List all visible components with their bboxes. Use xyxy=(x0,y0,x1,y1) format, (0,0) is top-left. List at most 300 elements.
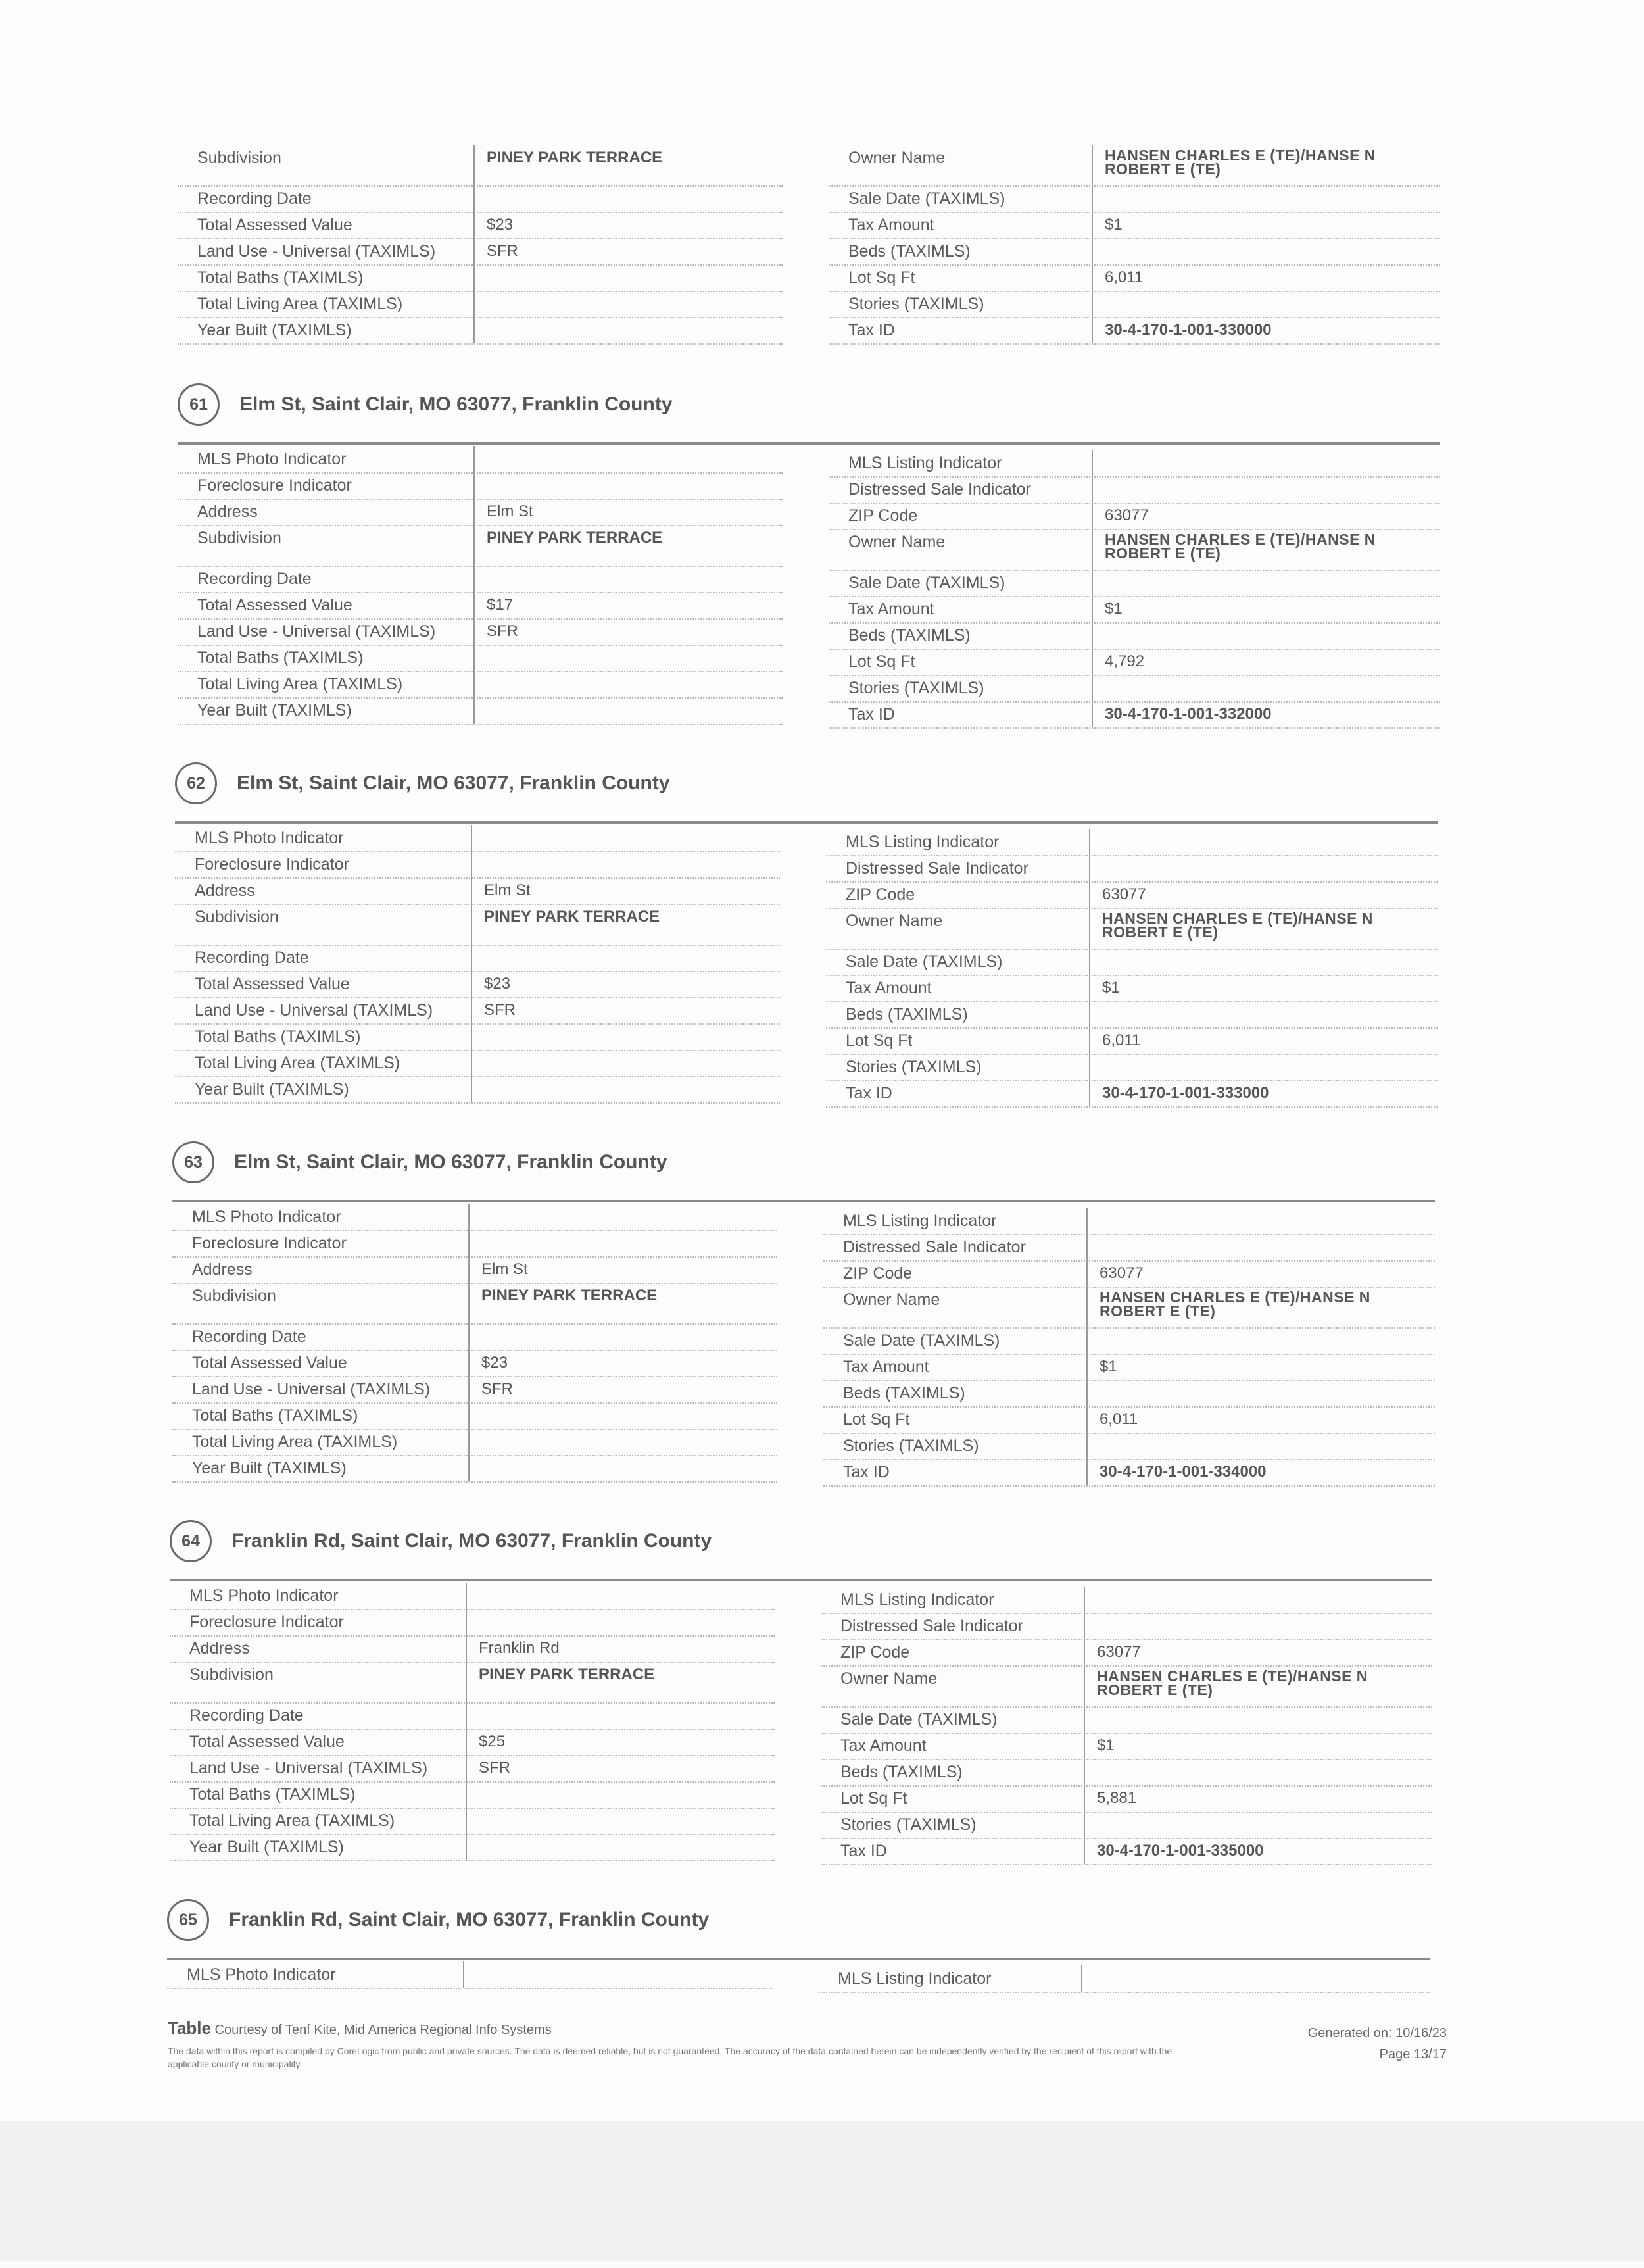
column-divider xyxy=(1086,1208,1088,1234)
field-row xyxy=(821,1785,1432,1813)
field-row xyxy=(178,185,783,213)
column-divider xyxy=(1092,570,1093,596)
field-label: Sale Date (TAXIMLS) xyxy=(848,189,1005,208)
record-divider xyxy=(175,821,1438,824)
field-label: Beds (TAXIMLS) xyxy=(848,626,971,645)
field-row xyxy=(823,1208,1435,1235)
field-label: Foreclosure Indicator xyxy=(189,1613,344,1631)
field-row xyxy=(175,1050,780,1077)
field-label: Tax Amount xyxy=(840,1737,927,1755)
field-value: Elm St xyxy=(484,881,531,899)
column-divider xyxy=(1089,1027,1090,1054)
field-value: PINEY PARK TERRACE xyxy=(479,1665,655,1683)
column-divider xyxy=(1089,975,1090,1001)
field-value: 4,792 xyxy=(1105,653,1145,670)
record-number-badge: 65 xyxy=(167,1899,209,1941)
field-row xyxy=(172,1402,777,1430)
footer-disclaimer: The data within this report is compiled by CoreLogic from public and private sources. The data is deemed reliable, but is not guaranteed. The accuracy of the data contained herein can be independently verified by the recipient of this report with the applicable county or municipality. xyxy=(168,2046,1173,2069)
field-value: 63077 xyxy=(1105,506,1149,524)
field-row xyxy=(829,238,1440,266)
column-divider xyxy=(1089,1054,1090,1080)
field-label: Foreclosure Indicator xyxy=(192,1234,347,1252)
field-row xyxy=(826,855,1438,883)
field-label: Year Built (TAXIMLS) xyxy=(197,321,352,339)
field-row xyxy=(172,1429,777,1456)
field-label: Stories (TAXIMLS) xyxy=(848,295,984,313)
column-divider xyxy=(473,645,475,671)
field-label: Owner Name xyxy=(848,533,946,551)
field-row xyxy=(826,949,1438,976)
field-label: Owner Name xyxy=(843,1291,940,1309)
field-label: Sale Date (TAXIMLS) xyxy=(846,952,1003,971)
column-divider xyxy=(1084,1733,1085,1759)
field-label: Total Baths (TAXIMLS) xyxy=(197,268,364,287)
field-row xyxy=(178,446,783,474)
field-row xyxy=(823,1287,1435,1329)
column-divider xyxy=(1086,1380,1088,1406)
column-divider xyxy=(1084,1639,1085,1665)
field-row xyxy=(175,825,780,852)
field-value: $1 xyxy=(1102,979,1120,997)
field-row xyxy=(829,649,1440,676)
column-divider xyxy=(1092,675,1093,701)
right-column xyxy=(823,1208,1435,1510)
field-label: Subdivision xyxy=(197,149,281,167)
field-row xyxy=(178,671,783,699)
column-divider xyxy=(466,1609,467,1635)
field-value: $1 xyxy=(1097,1737,1115,1754)
field-value: SFR xyxy=(484,1001,516,1019)
record-address-title: Elm St, Saint Clair, MO 63077, Franklin County xyxy=(234,1151,667,1173)
record-fields xyxy=(167,1961,1430,2264)
column-divider xyxy=(471,851,472,877)
column-divider xyxy=(1092,476,1093,503)
column-divider xyxy=(471,1076,472,1102)
column-divider xyxy=(1086,1287,1088,1327)
column-divider xyxy=(466,1662,467,1702)
field-row xyxy=(178,238,783,266)
field-label: Recording Date xyxy=(197,570,312,588)
field-value: PINEY PARK TERRACE xyxy=(484,908,660,925)
field-row xyxy=(170,1729,775,1756)
field-label: Recording Date xyxy=(197,189,312,208)
field-label: Beds (TAXIMLS) xyxy=(848,242,971,260)
field-label: Lot Sq Ft xyxy=(848,268,915,287)
column-divider xyxy=(1084,1587,1085,1613)
column-divider xyxy=(1084,1665,1085,1706)
record-fields xyxy=(175,825,1438,1127)
field-label: Owner Name xyxy=(840,1669,938,1688)
field-row xyxy=(170,1662,775,1704)
field-value: $23 xyxy=(484,975,511,993)
field-value: HANSEN CHARLES E (TE)/HANSE N ROBERT E (TE) xyxy=(1097,1667,1368,1698)
column-divider xyxy=(1092,529,1093,570)
field-row xyxy=(826,1054,1438,1081)
column-divider xyxy=(466,1834,467,1860)
field-label: Distressed Sale Indicator xyxy=(840,1617,1023,1635)
field-label: Address xyxy=(195,881,255,900)
field-row xyxy=(829,675,1440,703)
field-row xyxy=(826,908,1438,950)
field-row xyxy=(829,622,1440,650)
field-value: Elm St xyxy=(487,503,533,520)
field-label: Total Living Area (TAXIMLS) xyxy=(197,675,403,693)
column-divider xyxy=(1089,855,1090,881)
column-divider xyxy=(463,1961,464,1988)
field-row xyxy=(821,1759,1432,1787)
right-column xyxy=(826,829,1438,1131)
column-divider xyxy=(1089,949,1090,975)
field-label: Land Use - Universal (TAXIMLS) xyxy=(197,242,436,260)
field-row xyxy=(821,1665,1432,1708)
field-row xyxy=(178,317,783,345)
field-label: Year Built (TAXIMLS) xyxy=(195,1080,349,1098)
field-row xyxy=(821,1812,1432,1839)
column-divider xyxy=(473,185,475,212)
column-divider xyxy=(471,904,472,945)
field-label: Stories (TAXIMLS) xyxy=(840,1815,977,1834)
column-divider xyxy=(1092,622,1093,649)
field-row xyxy=(178,525,783,567)
field-label: Total Assessed Value xyxy=(197,596,352,614)
field-value: HANSEN CHARLES E (TE)/HANSE N ROBERT E (TE) xyxy=(1102,910,1373,941)
field-label: Year Built (TAXIMLS) xyxy=(189,1838,344,1856)
field-row xyxy=(823,1327,1435,1355)
field-row xyxy=(829,450,1440,478)
column-divider xyxy=(471,1050,472,1076)
field-label: Tax Amount xyxy=(848,600,934,618)
field-row xyxy=(829,145,1440,187)
field-value: $23 xyxy=(481,1354,508,1371)
column-divider xyxy=(471,1023,472,1050)
field-row xyxy=(170,1808,775,1835)
field-value: $23 xyxy=(487,216,514,234)
field-label: ZIP Code xyxy=(848,506,918,525)
field-label: Subdivision xyxy=(192,1287,276,1305)
record-continued xyxy=(178,145,1440,355)
field-value: SFR xyxy=(487,242,518,260)
field-value: SFR xyxy=(481,1380,513,1398)
field-label: Total Assessed Value xyxy=(189,1733,345,1751)
column-divider xyxy=(1089,1001,1090,1027)
field-row xyxy=(172,1283,777,1325)
field-label: Sale Date (TAXIMLS) xyxy=(848,574,1005,592)
column-divider xyxy=(473,264,475,291)
column-divider xyxy=(1089,908,1090,949)
field-label: MLS Listing Indicator xyxy=(840,1590,994,1609)
column-divider xyxy=(468,1402,470,1429)
record-address-title: Elm St, Saint Clair, MO 63077, Franklin County xyxy=(237,772,670,794)
field-value: HANSEN CHARLES E (TE)/HANSE N ROBERT E (TE) xyxy=(1100,1289,1370,1319)
record-divider xyxy=(170,1579,1432,1581)
column-divider xyxy=(468,1230,470,1256)
record-address-title: Elm St, Saint Clair, MO 63077, Franklin County xyxy=(239,393,673,415)
column-divider xyxy=(468,1350,470,1376)
field-row xyxy=(829,291,1440,318)
field-label: Lot Sq Ft xyxy=(843,1410,910,1429)
field-row xyxy=(818,1965,1430,1993)
field-row xyxy=(170,1702,775,1730)
field-value: 5,881 xyxy=(1097,1789,1137,1807)
field-row xyxy=(826,1001,1438,1029)
field-value: PINEY PARK TERRACE xyxy=(487,149,663,166)
field-row xyxy=(823,1433,1435,1460)
column-divider xyxy=(466,1729,467,1755)
field-row xyxy=(175,904,780,946)
field-label: ZIP Code xyxy=(846,885,915,904)
column-divider xyxy=(1086,1327,1088,1354)
left-column xyxy=(172,1204,777,1506)
left-column xyxy=(178,145,783,355)
field-row xyxy=(821,1838,1432,1865)
field-label: Land Use - Universal (TAXIMLS) xyxy=(195,1001,433,1020)
field-label: Foreclosure Indicator xyxy=(197,476,352,495)
field-value: $1 xyxy=(1100,1358,1117,1375)
column-divider xyxy=(466,1808,467,1834)
column-divider xyxy=(1086,1260,1088,1287)
field-row xyxy=(172,1350,777,1377)
field-row xyxy=(826,881,1438,909)
field-row xyxy=(829,264,1440,292)
field-label: Tax ID xyxy=(848,705,895,724)
field-row xyxy=(823,1459,1435,1487)
right-column xyxy=(821,1587,1432,1889)
record-header xyxy=(167,1897,709,1943)
field-row xyxy=(172,1376,777,1404)
field-row xyxy=(172,1256,777,1284)
field-value: PINEY PARK TERRACE xyxy=(487,529,663,547)
column-divider xyxy=(1089,881,1090,908)
field-value: 30-4-170-1-001-332000 xyxy=(1105,705,1272,723)
field-value: 63077 xyxy=(1102,885,1146,903)
column-divider xyxy=(1092,450,1093,476)
column-divider xyxy=(468,1429,470,1455)
record-divider xyxy=(172,1200,1435,1202)
field-label: Distressed Sale Indicator xyxy=(846,859,1028,877)
field-value: 30-4-170-1-001-334000 xyxy=(1100,1463,1267,1481)
column-divider xyxy=(1086,1459,1088,1485)
left-column xyxy=(175,825,780,1127)
left-column xyxy=(178,446,783,749)
field-label: Owner Name xyxy=(846,912,943,930)
field-label: Owner Name xyxy=(848,149,946,167)
column-divider xyxy=(468,1283,470,1323)
field-row xyxy=(178,264,783,292)
field-value: Franklin Rd xyxy=(479,1639,560,1657)
field-label: Total Baths (TAXIMLS) xyxy=(197,649,364,667)
column-divider xyxy=(1089,1080,1090,1106)
field-label: ZIP Code xyxy=(840,1643,910,1662)
field-label: MLS Photo Indicator xyxy=(189,1587,339,1605)
left-column xyxy=(170,1583,775,1885)
field-row xyxy=(178,645,783,672)
field-row xyxy=(178,499,783,526)
column-divider xyxy=(473,499,475,525)
record-number-badge: 63 xyxy=(172,1141,214,1183)
column-divider xyxy=(473,317,475,343)
field-row xyxy=(170,1609,775,1637)
column-divider xyxy=(1092,596,1093,622)
field-label: Tax ID xyxy=(848,321,895,339)
column-divider xyxy=(1092,701,1093,727)
field-row xyxy=(829,317,1440,345)
field-label: Subdivision xyxy=(197,529,281,547)
field-label: Tax ID xyxy=(843,1463,890,1481)
field-row xyxy=(172,1204,777,1231)
column-divider xyxy=(1092,264,1093,291)
field-row xyxy=(823,1380,1435,1408)
field-label: Stories (TAXIMLS) xyxy=(846,1058,982,1076)
field-label: Distressed Sale Indicator xyxy=(848,480,1031,499)
field-row xyxy=(826,1027,1438,1055)
field-label: Total Assessed Value xyxy=(195,975,350,993)
field-row xyxy=(178,291,783,318)
field-row xyxy=(172,1230,777,1258)
field-label: ZIP Code xyxy=(843,1264,913,1283)
field-row xyxy=(829,596,1440,624)
field-label: Land Use - Universal (TAXIMLS) xyxy=(189,1759,428,1777)
record-address-title: Franklin Rd, Saint Clair, MO 63077, Franklin County xyxy=(229,1909,710,1931)
field-label: MLS Photo Indicator xyxy=(195,829,344,847)
field-label: Land Use - Universal (TAXIMLS) xyxy=(192,1380,431,1398)
field-value: SFR xyxy=(479,1759,510,1777)
field-row xyxy=(178,697,783,725)
field-row xyxy=(170,1635,775,1663)
record-header xyxy=(172,1139,667,1185)
field-row xyxy=(178,592,783,620)
field-value: 63077 xyxy=(1100,1264,1144,1282)
field-value: 30-4-170-1-001-333000 xyxy=(1102,1084,1269,1102)
field-label: Tax Amount xyxy=(848,216,934,234)
column-divider xyxy=(1084,1706,1085,1733)
field-row xyxy=(829,570,1440,597)
field-row xyxy=(823,1406,1435,1434)
field-label: Recording Date xyxy=(195,949,309,967)
field-label: Total Living Area (TAXIMLS) xyxy=(192,1433,398,1451)
field-label: Address xyxy=(197,503,258,521)
field-row xyxy=(170,1755,775,1783)
field-row xyxy=(172,1323,777,1351)
field-label: MLS Photo Indicator xyxy=(192,1208,341,1226)
left-column xyxy=(167,1961,772,2264)
field-value: HANSEN CHARLES E (TE)/HANSE N ROBERT E (TE) xyxy=(1105,147,1376,178)
field-label: Lot Sq Ft xyxy=(840,1789,907,1808)
field-label: Address xyxy=(192,1260,253,1279)
field-row xyxy=(829,701,1440,729)
field-row xyxy=(178,145,783,187)
record-divider xyxy=(167,1958,1430,1960)
field-row xyxy=(175,997,780,1025)
field-label: Land Use - Universal (TAXIMLS) xyxy=(197,622,436,641)
field-label: Tax ID xyxy=(840,1842,887,1860)
field-value: 63077 xyxy=(1097,1643,1141,1661)
column-divider xyxy=(1084,1785,1085,1812)
record-fields xyxy=(172,1204,1435,1506)
column-divider xyxy=(466,1755,467,1781)
field-row xyxy=(829,529,1440,571)
field-label: Tax Amount xyxy=(846,979,932,997)
record-fields xyxy=(170,1583,1432,1885)
field-value: 6,011 xyxy=(1100,1410,1138,1428)
field-row xyxy=(175,851,780,879)
column-divider xyxy=(1084,1812,1085,1838)
field-row xyxy=(829,185,1440,213)
column-divider xyxy=(473,618,475,645)
table-word: Table xyxy=(168,2018,211,2038)
field-row xyxy=(823,1260,1435,1288)
field-label: Beds (TAXIMLS) xyxy=(840,1763,963,1781)
record-header xyxy=(170,1518,712,1564)
field-row xyxy=(821,1639,1432,1667)
column-divider xyxy=(1084,1613,1085,1639)
field-value: 6,011 xyxy=(1102,1031,1141,1049)
field-label: Subdivision xyxy=(189,1665,274,1684)
field-row xyxy=(175,877,780,905)
column-divider xyxy=(466,1781,467,1808)
field-row xyxy=(167,1961,772,1989)
field-row xyxy=(821,1587,1432,1614)
field-label: Year Built (TAXIMLS) xyxy=(197,701,352,720)
field-value: $1 xyxy=(1105,600,1123,618)
column-divider xyxy=(473,525,475,566)
field-label: Lot Sq Ft xyxy=(846,1031,913,1050)
field-value: PINEY PARK TERRACE xyxy=(481,1287,658,1304)
column-divider xyxy=(1089,829,1090,855)
column-divider xyxy=(1092,649,1093,675)
record-header xyxy=(178,382,673,428)
field-value: HANSEN CHARLES E (TE)/HANSE N ROBERT E (TE) xyxy=(1105,531,1376,562)
field-label: Sale Date (TAXIMLS) xyxy=(840,1710,998,1729)
column-divider xyxy=(1086,1406,1088,1433)
column-divider xyxy=(1092,291,1093,317)
field-row xyxy=(826,1080,1438,1108)
field-label: Beds (TAXIMLS) xyxy=(843,1384,965,1402)
record-address-title: Franklin Rd, Saint Clair, MO 63077, Franklin County xyxy=(231,1530,712,1552)
field-row xyxy=(170,1781,775,1809)
field-row xyxy=(829,212,1440,239)
field-row xyxy=(826,829,1438,856)
field-row xyxy=(829,503,1440,530)
column-divider xyxy=(473,212,475,238)
field-value: 30-4-170-1-001-335000 xyxy=(1097,1842,1264,1860)
field-value: SFR xyxy=(487,622,518,640)
field-label: Foreclosure Indicator xyxy=(195,855,349,874)
field-label: MLS Photo Indicator xyxy=(187,1965,336,1984)
field-label: Recording Date xyxy=(189,1706,304,1725)
field-label: Total Assessed Value xyxy=(192,1354,347,1372)
column-divider xyxy=(468,1204,470,1230)
generated-date: Generated on: 10/16/23 xyxy=(1307,2026,1447,2040)
column-divider xyxy=(466,1702,467,1729)
field-row xyxy=(170,1583,775,1610)
column-divider xyxy=(471,997,472,1023)
field-label: Total Baths (TAXIMLS) xyxy=(189,1785,356,1804)
field-value: $25 xyxy=(479,1733,506,1750)
field-label: Sale Date (TAXIMLS) xyxy=(843,1331,1000,1350)
column-divider xyxy=(473,472,475,499)
column-divider xyxy=(473,145,475,185)
record-header xyxy=(175,760,670,806)
field-value: Elm St xyxy=(481,1260,528,1278)
field-label: Total Baths (TAXIMLS) xyxy=(195,1027,361,1046)
field-row xyxy=(175,971,780,998)
field-row xyxy=(175,1023,780,1051)
column-divider xyxy=(1092,145,1093,185)
field-row xyxy=(823,1234,1435,1262)
field-row xyxy=(178,212,783,239)
column-divider xyxy=(1092,185,1093,212)
column-divider xyxy=(1092,317,1093,343)
